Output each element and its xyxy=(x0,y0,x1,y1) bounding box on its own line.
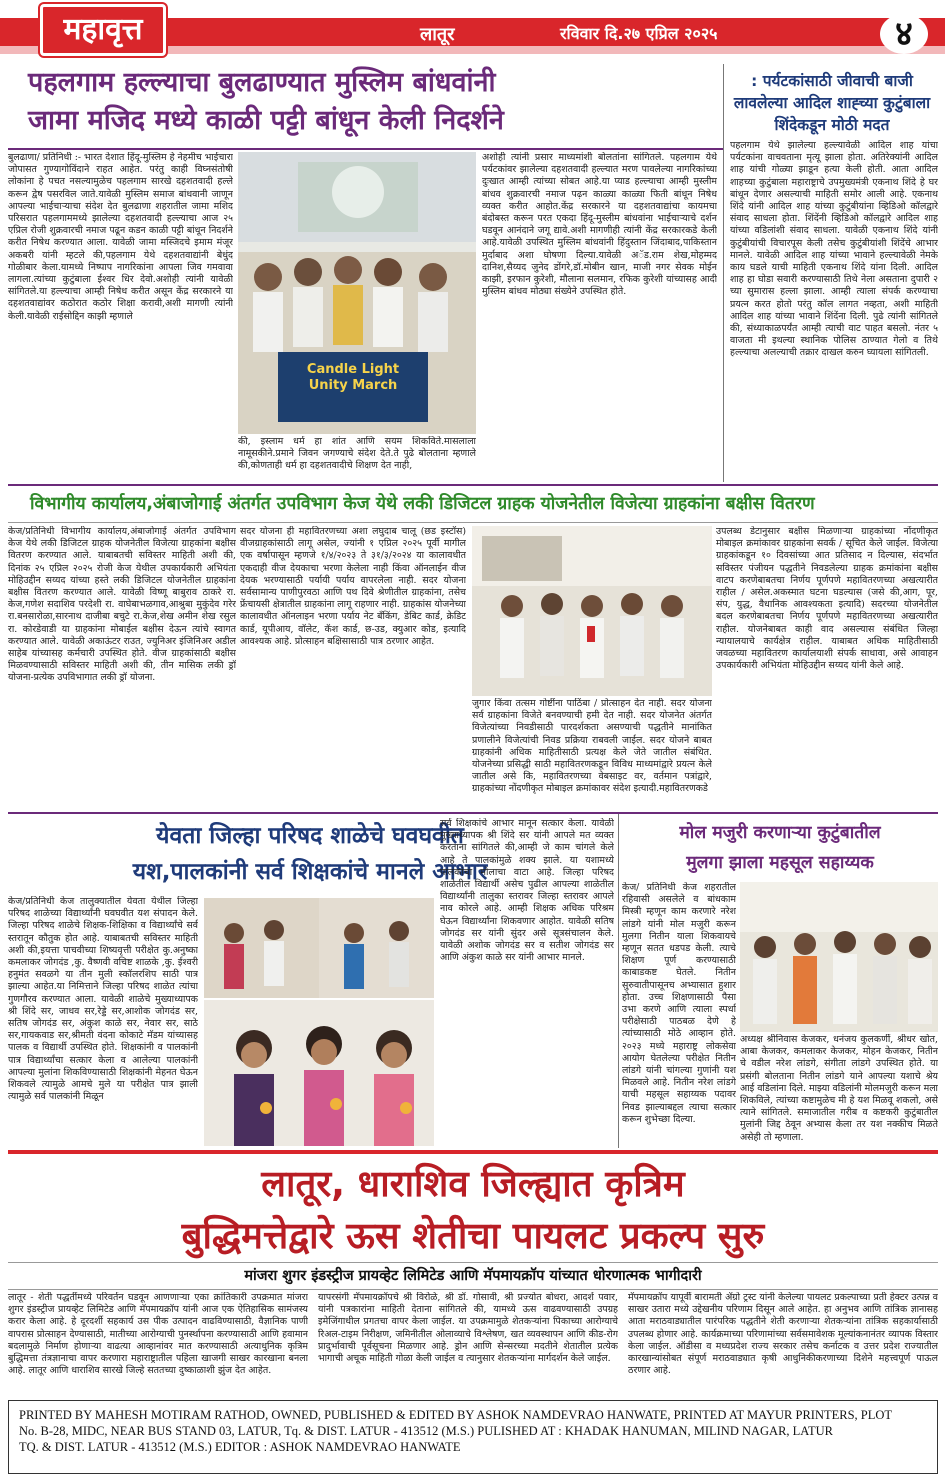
story4-photo-students xyxy=(204,1000,434,1146)
story4-column-1: केज/प्रतिनिधी केज तालुक्यातील येवता येथील जिल्हा परिषद शाळेच्या विद्यार्थ्यांनी घवघवीत यश संपादन केले. जिल्हा परिषद शाळेचे शिक्षक-शिक्षिका व विद्यार्थ्यांचे सर्व स्तरातून कौतुक होत आहे. याबाबतची सविस्तर माहिती अशी की,इयत्ता पाचवीच्या शिष्यवृत्ती परीक्षेत कु.अनुष्का कमलाकर जोगदंड ,कु. वैष्णवी वचिष्ट शाळके ,कु. ईश्वरी हनुमंत सवळगे या तीन मुली स्कॉलरशिप साठी पात्र झाल्या आहेत.या निमित्ताने जिल्हा परिषद शाळेत त्यांचा गुणगौरव करण्यात आला. यावेळी शाळेचे मुख्याध्यापक श्री शिंदे सर, जाधव सर,रेड्डे सर,आशोक जोगदंड सर, सतिष जोगदंड सर, अंकुश काळे सर, नेवार सर, साठे सर,गायकवाड सर,श्रीमती वंदना कोकाटे मॅडम यांच्यासह पालक व विद्यार्थी उपस्थित होते. शिक्षकांनी व पालकांनी पात्र विद्यार्थ्यांचा सत्कार केला व आलेल्या पालकांनी आपल्या मुलांना शिकविण्यासाठी शिक्षकांनी मेहनत घेऊन शिकवले त्यामुळे आमचे मुले या परीक्षेत पात्र झाली त्यामुळे सर्व पालकांनी मिळून xyxy=(8,896,198,1103)
masthead-date: रविवार दि.२७ एप्रिल २०२५ xyxy=(560,24,718,43)
story1-photo-march xyxy=(238,152,476,434)
newspaper-title: महावृत्त xyxy=(40,4,166,56)
story1-column-1: बुलढाणा/ प्रतिनिधी :- भारत देशात हिंदू-मुस्लिम हे नेहमीच भाईचारा जोपासत गुण्यागोविंदाने राहत आहेत. परंतु काही विघ्नसंतोषी लोकांना हे पचत नसल्यामुळेच पहलगाम सारखे दहशतवादी हल्ले करून द्वेष पसरविल जाते.यावेळी मुस्लिम समाज बांधवानी जाणून आपल्या भाईचाऱ्याचा संदेश देत बुलढाणा शहरातील जामा मशिद परिसरात पहलगाममध्ये झालेल्या दहशतवादी हल्ल्याचा आज २५ एप्रिल रोजी शुक्रवारची नमाज पढून कडन काळी पट्टी बांधून निदर्शने करीत निषेध करण्यात आला. यावेळी जामा मस्जिदचे इमाम मंजूर अकबरी यांनी म्हटले की,पहलगाम येथे दहशतवाद्यांनी बेधुंद गोळीबार केला.यामध्ये निष्पाप नागरिकांना आपला जिव गमवावा लागला.त्यांच्या कुटुंबाला ईश्वर धिर देवो.अशोही त्यांनी यावेळी सांगितले.या हल्ल्याचा आम्ही निषेध करीत असून केंद्र सरकारने या दहशतवाद्यांवर कठोरात कठोर शिक्षा करावी,अशी मागणी त्यांनी केली.यावेळी राईसोद्दिन काझी म्हणाले xyxy=(8,152,233,322)
story4-students-graphic xyxy=(204,1000,434,1146)
story2-headline-line2: लावलेल्या आदिल शाह्च्या कुटुंबाला xyxy=(733,94,931,112)
imprint-line-3: TQ. & DIST. LATUR - 413512 (M.S.) EDITOR : ASHOK NAMDEVRAO HANWATE xyxy=(19,1440,461,1454)
story4-headline-line2: यश,पालकांनी सर्व शिक्षकांचे मानले आभार xyxy=(132,859,488,885)
imprint-line-2: No. B-28, MIDC, NEAR BUS STAND 03, LATUR, Tq. & DIST. LATUR - 413512 (M.S.) PULISHED AT : KHADAK HANUMAN, MILIND NAGAR, LATUR xyxy=(19,1424,833,1438)
story4-headline-line1: येवता जिल्हा परिषद शाळेचे घवघवीत xyxy=(156,823,464,849)
story1-headline xyxy=(28,64,718,140)
divider xyxy=(8,812,938,814)
story6-headline-line2: बुद्धिमत्तेद्वारे ऊस शेतीचा पायलट प्रकल्प सुरु xyxy=(181,1214,765,1257)
story6-subheadline: मांजरा शुगर इंडस्ट्रीज प्रायव्हेट लिमिटेड आणि मॅपमायक्रॉप यांच्यात धोरणात्मक भागीदारी xyxy=(244,1268,702,1284)
story3-column-4: उपलब्ध डेटानुसार बक्षीस मिळणाऱ्या ग्राहकांच्या नोंदणीकृत मोबाइल क्रमांकावर ग्राहकांना सवर्क / सूचित केले जाईल. विजेत्या ग्राहकांकडून १० दिवसांच्या आत प्रतिसाद न दिल्यास, संदर्भात सविस्तर पंजीयन पद्धतीने निवडलेल्या ग्राहक क्रमांकांना बक्षीस वाटप करणेबाबतचा निर्णय पूर्णपणे महावितरणच्या अखत्यारीत राहील / असेल.अकस्मात घटना घडल्यास (जसे की,आग, पूर, संप, युद्ध, वैधानिक आवश्यकता इत्यादि) सदरच्या योजनेतील बदल करणेबाबतचा निर्णय पूर्णपणे महावितरणच्या अखत्यारीत राहील. योजनेबाबत काही वाद असल्यास संबंधित जिल्हा न्यायालयाचे कार्यक्षेत्र राहील. याबाबत अधिक माहितीसाठी जवळच्या महावितरण कार्यालयाशी संपर्क साधावा, असे आवाहन उपकार्यकारी अभियंता मोहिउद्दीन सय्यद यांनी केले आहे. xyxy=(716,526,938,672)
story2-headline-line3: शिंदेकडून मोठी मदत xyxy=(774,116,890,134)
imprint-line-1: PRINTED BY MAHESH MOTIRAM RATHOD, OWNED, PUBLISHED & EDITED BY ASHOK NAMDEVRAO HANWATE, PRINTED AT MAYUR PRINTERS, PLOT xyxy=(19,1408,893,1422)
story4-column-2: सर्व शिक्षकांचे आभार मानून सत्कार केला. यावेळी मुख्याध्यापक श्री शिंदे सर यांनी आपले मत व्यक्त करताना सांगितले की,आम्ही जे काम चांगले केले आहे ते पालकांमुळे शक्य झाले. या यशामध्ये पालकांचा मोलाचा वाटा आहे. जिल्हा परिषद शाळेतील विद्यार्थी असेच पुढील आपल्या शाळेतील विद्यार्थ्यांनी तालुका स्तरावर जिल्हा स्तरावर आपले नाव कोरले आहे. आम्ही शिक्षक अधिक परिश्रम घेऊन विद्यार्थ्यांना शिकवणार आहोत. यावेळी सतिष जोगदंड सर यांनी सुंदर असे सूत्रसंचालन केले. यावेळी अशोक जोगदंड सर व सतीश जोगदंड सर आणि अंकुश काळे सर यांनी आभार मानले. xyxy=(440,818,614,964)
story2-headline-line1: : पर्यटकांसाठी जीवाची बाजी xyxy=(751,72,913,90)
masthead-city: लातूर xyxy=(420,24,455,45)
story3-column-2: सदर योजना ही महावितरणच्या अशा लघुदाब चालू (छड इस्टॉस) वीजग्राहकांसाठी लागू असेल, ज्यांनी १ एप्रिल २०२५ पूर्वी मागील एक वर्षापासून म्हणजे १/४/२०२३ ते ३१/३/२०२४ या कालावधीत एकदाही वीज देयकाचा भरणा केलेला नाही किंवा ऑनलाईन वीज देयक भरण्यासाठी पर्यायी पर्याय वापरलेला नाही. सदर योजना सर्वसामान्य पाणीपुरवठा आणि पथ दिवे श्रेणीतील ग्राहकांना, तसेच फ्रेंचायसी क्षेत्रातील ग्राहकांना लागू राहणार नाही. ग्राहकांस योजनेच्या कालावधीत ऑनलाइन भरणा पर्याय नेट बँकिंग, डेबिट कार्ड, क्रेडिट कार्ड, यूपीआय, वॉलेट, कॅश कार्ड, छ-उड, क्युआर कोड, इत्यादि आवश्यक आहे. प्रोत्साहन बक्षिसासाठी पात्र ठरणार आहेत. xyxy=(240,526,466,647)
story5-headline-line2: मुलगा झाला महसूल सहाय्यक xyxy=(686,853,874,873)
column-divider xyxy=(723,64,724,482)
story3-column-1: केज/प्रतिनिधी विभागीय कार्यालय,अंबाजोगाई अंतर्गत उपविभाग केज येथे लकी डिजिटल ग्राहक योजनेतील विजेत्या ग्राहकांना बक्षीस वितरण करण्यात आले. याबाबतची सविस्तर माहिती अशी की, दिनांक २५ एप्रिल २०२५ रोजी केज येथील उपकार्यकारी अभियंता मोहिउद्दीन सय्यद यांच्या हस्ते लकी डिजिटल योजनेतील ग्राहकांना बक्षीस वितरण करण्यात आले. यावेळी विष्णू बाबुराव ठाकरे रा. केज,गणेश सदाशिव परदेशी रा. वाघेबाभळगाव,आश्रुबा मुकुंदेव गरेर रा.बनसारोळा,सारनाथ दाजीबा बचुटे रा.केज,शेख अमीन शेख रसुल रा. कोरडेवाडी या ग्राहकांना मोबाईल बक्षीस देऊन त्यांचे स्वागत करण्यात आले. यावेळी अकाऊंटर राउत, ज्युनिअर इंजिनिअर अडील साहेब यांच्यासह कर्मचारी उपस्थित होते. वीज ग्राहकांसाठी बक्षीस मिळवण्यासाठी सविस्तर माहिती अशी की, तीन मासिक लकी ड्रॉ योजना-प्रत्येक उपविभागात लकी ड्रॉ योजना. xyxy=(8,526,236,684)
divider xyxy=(8,1150,938,1154)
divider xyxy=(8,484,938,486)
story5-column-2: अध्यक्ष श्रीनिवास केजकर, धनंजय कुलकर्णी, श्रीधर खोत, आबा केजकर, कमलाकर केजकर, मोहन केजकर, नितीन चे वडील नरेश लांडगे, संगीता लांडगे उपस्थित होते. या प्रसंगी बोलताना नितीन लांडगे याने आपल्या यशाचे श्रेय आई वडिलांना दिले. माझ्या वडिलांनी मोलमजुरी करून मला शिकविले, त्यांच्या कष्टामुळेच मी हे यश मिळवू शकलो, असे त्याने सांगितले. समाजातील गरीब व कष्टकरी कुटुंबातील मुलांनी जिद्द ठेवून अभ्यास केला तर यश नक्कीच मिळते असेही तो म्हणाला. xyxy=(740,1034,938,1143)
story6-column-3: मॅपमायक्रॉप यापूर्वी बारामती ॲग्रो ट्रस्ट यांनी केलेल्या पायलट प्रकल्पाच्या प्रती हेक्टर उत्पन्न व साखर उतारा मध्ये उद्देखनीय परिणाम दिसून आले आहेत. हा अनुभव आणि तांत्रिक ज्ञानासह आता मराठवाड्यातील पारंपरिक पद्धतीने शेती करणाऱ्या शेतकऱ्यांना तांत्रिक सहकार्यासाठी उपलब्ध होणार आहे. कार्यक्रमाच्या परिणामांच्या सर्वसमावेशक मूल्यांकनानंतर व्यापक विस्तार केला जाईल. ऑडीसा व मध्यप्रदेश राज्य सरकार तसेच कर्नाटक व उत्तर प्रदेश राज्यातील कारखान्यांसोबत संपूर्ण मराठवाड्यात कृषी आधुनिकीकरणाच्या दिशेने महत्त्वपूर्ण पाऊल ठरणार आहे. xyxy=(628,1292,938,1377)
imprint-footer xyxy=(8,1400,938,1474)
story5-column-1: केज/ प्रतिनिधी केज शहरातील रहिवासी असलेले व बांधकाम मिस्त्री म्हणून काम करणारे नरेश लांडगे यांनी मोल मजुरी करून मुलगा नितीन याला शिकवायचे म्हणून सतत धडपड केली. त्याचे शिक्षण पूर्ण करण्यासाठी काबाडकष्ट घेतले. नितीन सुरुवातीपासूनच अभ्यासात हुशार होता. उच्च शिक्षणासाठी पैसा उभा करणे आणि त्याला स्पर्धा परीक्षेसाठी पाठबळ देणे हे त्यांच्यासाठी मोठे आव्हान होते. २०२३ मध्ये महाराष्ट्र लोकसेवा आयोग घेतलेल्या परीक्षेत नितीन लांडगे यांनी चांगल्या गुणांनी यश मिळवले आहे. नितीन नरेश लांडगे याची महसूल सहाय्यक पदावर निवड झाल्याबद्दल त्याचा सत्कार करून शुभेच्छा दिल्या. xyxy=(622,882,736,1125)
story1-headline-line1: पहलगाम हल्ल्याचा बुलढाण्यात मुस्लिम बांधवांनी xyxy=(28,67,496,98)
story3-photo-prize-distribution xyxy=(472,526,712,696)
story6-column-2: यापरसंगी मॅपमायक्रॉपचे श्री विरोळे, श्री डॉ. गोसावी, श्री प्रज्योत बोधरा, आदर्श पवार, यांनी पत्रकारांना माहिती देताना सांगितले की, यामध्ये ऊस वाढवण्यासाठी उपग्रह इमेजिंगाधील प्रगतचा वापर केला जाईल. या उपक्रमामुळे शेतकऱ्यांना पिकाच्या आरोग्याचे रिअल-टाइम निरीक्षण, जमिनीतील ओलाव्याचे विश्लेषण, खत व्यवस्थापन आणि कीड-रोग प्रादुर्भावाची पूर्वसूचना मिळणार आहे. ड्रोन आणि सेन्सरच्या मदतीने शेतातील प्रत्येक भागाची अचूक माहिती गोळा केली जाईल व त्यानुसार शेतकऱ्यांना मार्गदर्शन केले जाईल. xyxy=(318,1292,618,1365)
story3-headline: विभागीय कार्यालय,अंबाजोगाई अंतर्गत उपविभाग केज येथे लकी डिजिटल ग्राहक योजनेतील विजेत्या ग्राहकांना बक्षीस वितरण xyxy=(30,494,815,514)
story3-column-3: जुगार किंवा तत्सम गोष्टींना पाठिंबा / प्रोत्साहन देत नाही. सदर योजना सर्व ग्राहकांना विजेते बनवण्याची हमी देत नाही. सदर योजनेत अंतर्गत विजेत्यांच्या निवडीसाठी पारदर्शकता असण्याची पद्धतीने मानांकित प्रणालीने विजेत्यांची निवड प्रक्रिया राबवली जाईल. सदर योजने बाबत ग्राहकांनी अधिक माहितीसाठी प्रत्यक्ष केले जेते जातील संबंधित. योजनेच्या प्रसिद्धी साठी महावितरणकडून विविध माध्यमांद्वारे प्रयत्न केले जातील असे कि, महावितरणच्या वेबसाइट वर, वर्तमान पत्रांद्वारे, ग्राहकांच्या नोंदणीकृत मोबाइल क्रमांकावर संदेश इत्यादी.महावितरणकडे xyxy=(472,698,712,795)
story6-column-1: लातूर - शेती पद्धतींमध्ये परिवर्तन घडवून आणणाऱ्या एका क्रांतिकारी उपक्रमात मांजरा शुगर इंडस्ट्रीज प्रायव्हेट लिमिटेड आणि मॅपमायक्रॉप यांनी आज एक ऐतिहासिक सामंजस्य करार केला आहे. हे दूरदर्शी सहकार्य उस पीक उत्पादन वाढविण्यासाठी, वैज्ञानिक पाणी वापरास प्रोत्साहन देण्यासाठी, मातीच्या आरोग्याची पुनर्स्थापना करण्यासाठी आणि हवामान बदलामुळे निर्माण होणाऱ्या वाढत्या आव्हानांवर मात करण्यासाठी अत्याधुनिक कृत्रिम बुद्धिमत्ता तंत्रज्ञानाचा वापर करणारा महाराष्ट्रातील पहिला खाजगी साखर कारखाना बनला आहे. लातूर आणि धाराशिव सारखे जिल्हे सततच्या दुष्काळाशी झुंज देत आहेत. xyxy=(8,1292,308,1377)
divider xyxy=(8,522,938,523)
divider xyxy=(8,148,723,150)
story5-headline-line1: मोल मजुरी करणाऱ्या कुटुंबातील xyxy=(679,823,881,843)
page-number: ४ xyxy=(880,14,928,54)
story2-headline xyxy=(726,70,938,136)
column-divider xyxy=(618,814,619,1148)
story1-caption-text: की, इस्लाम धर्म हा शांत आणि सयम शिकविते.मासलाला नामूसकीने.प्रमाने जिवन जगण्याचे संदेश देते.ते पुढे बोलताना म्हणाले की,कोणताही धर्म हा दहशतवादीचे शिक्षण देत नाही, xyxy=(238,436,476,472)
story5-photo-graphic xyxy=(740,882,938,1032)
story4-photo-graphic xyxy=(204,898,434,998)
story4-photo-felicitation xyxy=(204,898,434,998)
story6-headline-line1: लातूर, धाराशिव जिल्ह्यात कृत्रिम xyxy=(261,1162,685,1205)
story3-photo-graphic xyxy=(472,526,712,696)
banner-text-line1: Candle Light xyxy=(306,362,400,377)
story1-headline-line2: जामा मजिद मध्ये काळी पट्टी बांधून केली निदर्शने xyxy=(28,105,504,136)
story6-headline xyxy=(14,1158,932,1262)
story5-photo-felicitation xyxy=(740,882,938,1032)
story1-column-3: अशोही त्यांनी प्रसार माध्यमांशी बोलतांना सांगितले. पहलगाम येथे पर्यटकांवर झालेल्या दहशतवादी हल्ल्यात मरण पावलेल्या नागरिकांच्या दुःखात आम्ही त्यांच्या सोबत आहे.या प्याड हल्ल्याचा आम्ही मुस्लीम बांधव शुक्रवारची नमाज पढ़न काळ्या काळ्या फिती बांधून निषेध व्यक्त करीत आहोत.केंद्र सरकारने या दहशतवाद्यांचा कायमचा बंदोबस्त करून परत एकदा हिंदू-मुस्लीम बांधवांना भाईचाऱ्याचे दर्शन घडवून आनंदाने जगू द्यावे.अशी मागणीही त्यांनी केंद्र सरकारकडे केली आहे.यावेळी उपस्थित मुस्लिम बांधवांनी हिंदुस्तान जिंदाबाद,पाकिस्तान मुर्दाबाद अशा घोषणा दिल्या.यावेळी अॅड.राम शेख,मोहम्मद दानिश,सैय्यद जुनेद डोंगरे,डॉ.मोबीन खान, माजी नगर सेवक मोईन काझी, इरफान कुरेशी, मौलाना सलमान, रफिक कुरेशी यांच्यासह आदी मुस्लिम बांधव मोठ्या संख्येने उपस्थित होते. xyxy=(482,152,717,298)
story5-headline xyxy=(622,818,938,878)
banner-text-line2: Unity March xyxy=(308,378,398,393)
story2-body: पहलगाम येथे झालेल्या हल्ल्यावेळी आदिल शाह यांचा पर्यटकांना वाचवताना मृत्यू झाला होता. अतिरेक्यांनी आदिल शाह यांची गोळ्या झाडून हत्या केली होती. आता आदिल शाहच्या कुटुंबाला महाराष्ट्राचे उपमुख्यमंत्री एकनाथ शिंदे हे घर बांधून देणार असल्याची माहिती समोर आली आहे. एकनाथ शिंदे यांनी आदिल शाह यांच्या कुटुंबीयांना व्हिडिओ कॉलद्वारे संवाद साधला होता. शिंदेंनी व्हिडिओ कॉलद्वारे आदिल शाह यांच्या वडिलांशी संवाद साधला. यावेळी एकनाथ शिंदे यांनी कुटुंबीयांची विचारपूस केली तसेच कुटुंबीयांशी शिंदेंचे आभार मानले. यावेळी आदिल शाह यांच्या भावाने हल्ल्यावेळी नेमके काय घडले याची माहिती एकनाथ शिंदे यांना दिली. आदिल शाह हा घोडा सवारी करण्यासाठी तिथे नेला असताना दुपारी २ च्या सुमारास हल्ला झाला. आम्ही त्याला संपर्क करण्याचा प्रयत्न करत होतो परंतु कॉल लागत नव्हता, अशी माहिती आदिल शाह यांच्या भावाने शिंदेंना दिली. पुढे त्यांनी सांगितले की, संध्याकाळपर्यंत आम्ही त्याची वाट पाहत बसलो. नंतर ५ वाजता मी इथल्या स्थानिक पोलिस ठाण्यात गेलो व तिथे हल्ल्याचा अलल्याची तक्रार दाखल करुन घ्यायला सांगितली. xyxy=(730,140,938,359)
